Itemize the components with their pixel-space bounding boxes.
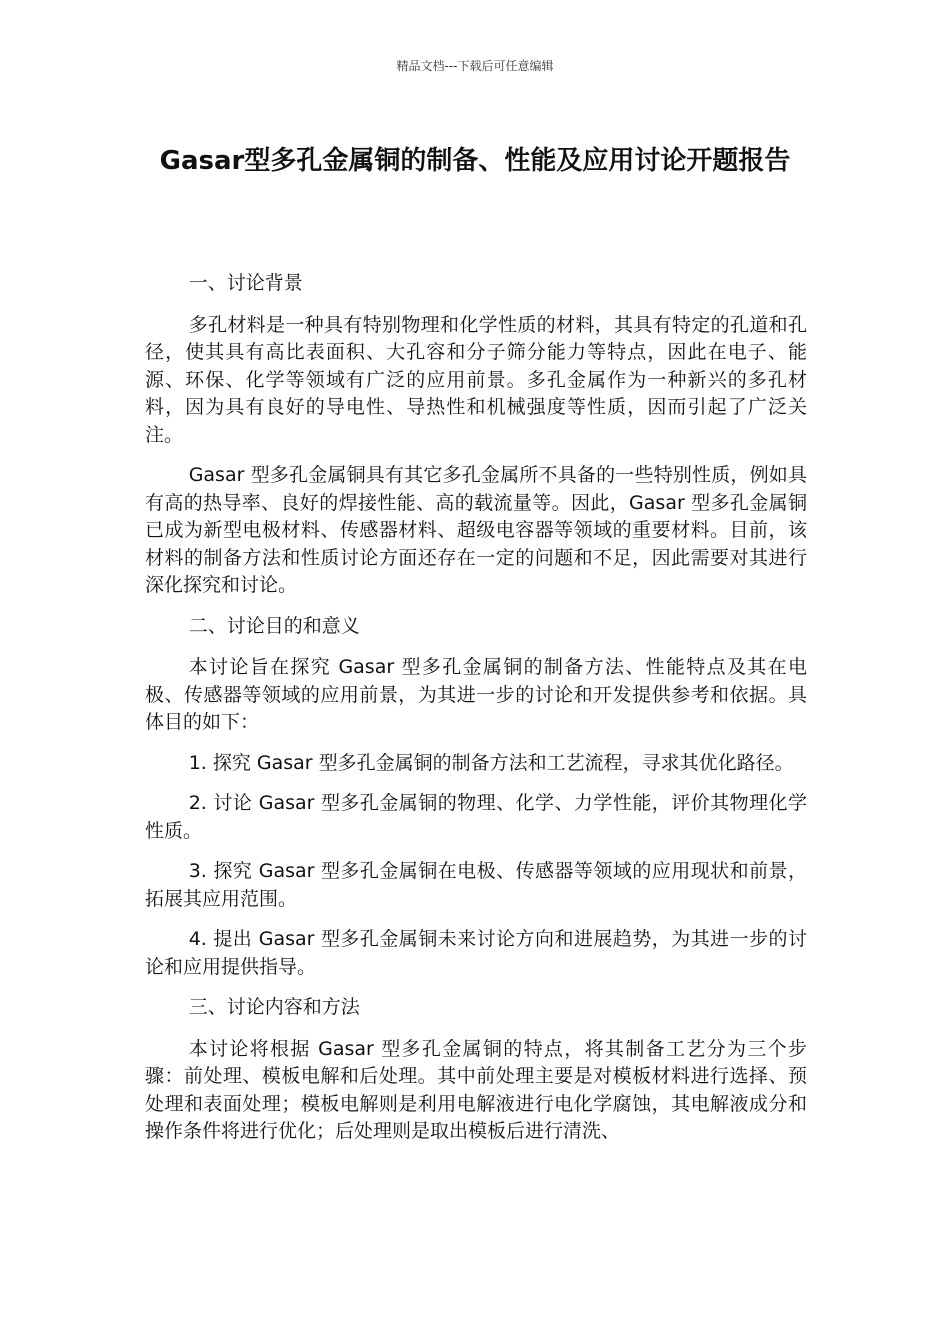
paragraph: Gasar 型多孔金属铜具有其它多孔金属所不具备的一些特别性质，例如具有高的热导率、良好的焊接性能、高的载流量等。因此，Gasar 型多孔金属铜已成为新型电极材料、传感器材料、超级电容器等领域的重要材料。目前，该材料的制备方法和性质讨论方面还存在一定的问题和不足，因此需要对其进行深化探究和讨论。 bbox=[145, 464, 807, 596]
section-heading: 三、讨论内容和方法 bbox=[188, 996, 360, 1018]
list-item: 2. 讨论 Gasar 型多孔金属铜的物理、化学、力学性能，评价其物理化学性质。 bbox=[145, 792, 807, 842]
document-body bbox=[145, 270, 807, 1146]
page-header: 精品文档---下载后可任意编辑 bbox=[396, 59, 554, 73]
section-heading: 一、讨论背景 bbox=[188, 272, 303, 294]
list-item: 1. 探究 Gasar 型多孔金属铜的制备方法和工艺流程，寻求其优化路径。 bbox=[188, 751, 794, 774]
section-heading: 二、讨论目的和意义 bbox=[188, 614, 360, 637]
list-item: 4. 提出 Gasar 型多孔金属铜未来讨论方向和进展趋势，为其进一步的讨论和应用提供指导。 bbox=[145, 928, 807, 978]
list-item: 3. 探究 Gasar 型多孔金属铜在电极、传感器等领域的应用现状和前景，拓展其应用范围。 bbox=[145, 860, 807, 910]
paragraph: 本讨论将根据 Gasar 型多孔金属铜的特点，将其制备工艺分为三个步骤：前处理、模板电解和后处理。其中前处理主要是对模板材料进行选择、预处理和表面处理；模板电解则是利用电解液进行电化学腐蚀，其电解液成分和操作条件将进行优化；后处理则是取出模板后进行清洗、 bbox=[145, 1037, 807, 1142]
paragraph: 多孔材料是一种具有特别物理和化学性质的材料，其具有特定的孔道和孔径，使其具有高比表面积、大孔容和分子筛分能力等特点，因此在电子、能源、环保、化学等领域有广泛的应用前景。多孔金属作为一种新兴的多孔材料，因为具有良好的导电性、导热性和机械强度等性质，因而引起了广泛关注。 bbox=[145, 313, 807, 446]
document-title: Gasar型多孔金属铜的制备、性能及应用讨论开题报告 bbox=[159, 146, 791, 176]
paragraph: 本讨论旨在探究 Gasar 型多孔金属铜的制备方法、性能特点及其在电极、传感器等领域的应用前景，为其进一步的讨论和开发提供参考和依据。具体目的如下： bbox=[145, 656, 807, 733]
